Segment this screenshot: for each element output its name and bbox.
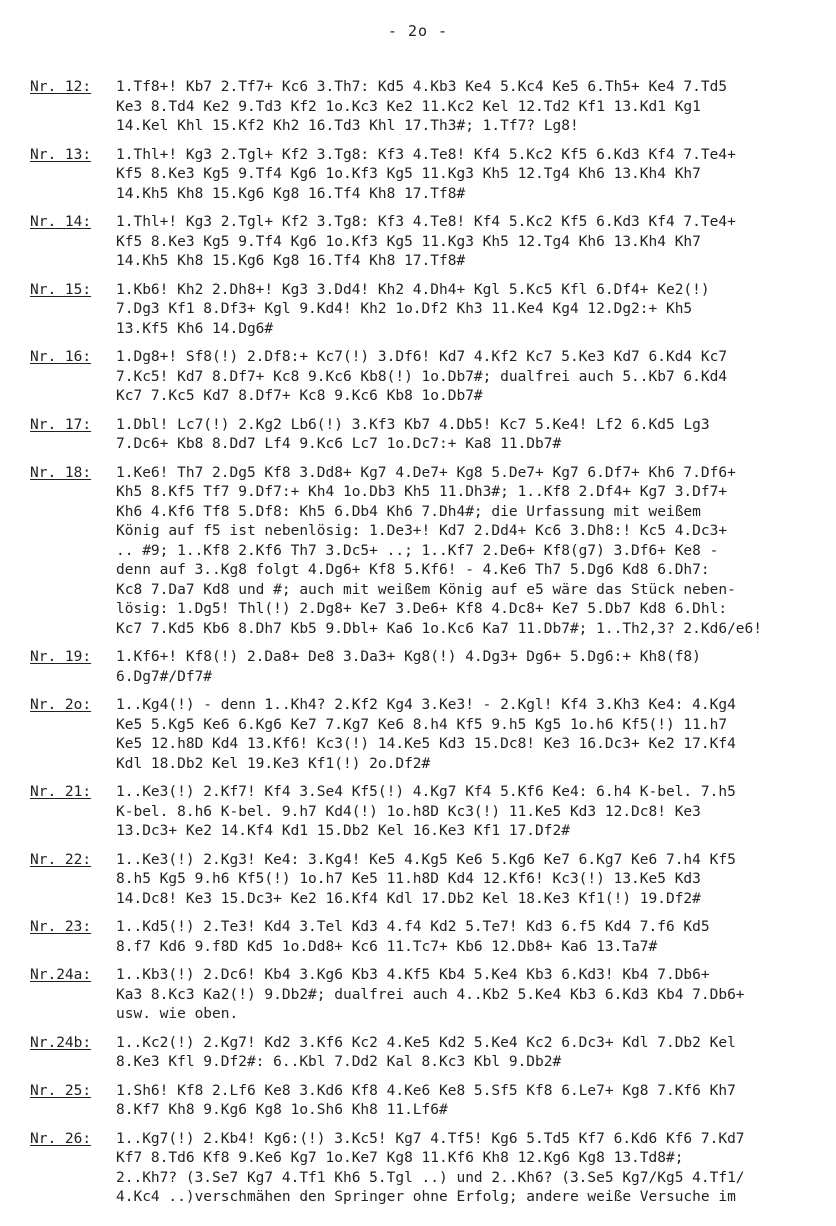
problem-number: Nr. 12:: [30, 79, 92, 95]
problem-number: Nr. 22:: [30, 851, 92, 868]
solution-text: [116, 1082, 820, 1121]
solution-text: [116, 464, 820, 640]
solution-entry: [30, 1082, 820, 1121]
solution-entry: [30, 851, 820, 910]
solution-entry: [30, 213, 820, 272]
solution-line: 1..Kc2(!) 2.Kg7! Kd2 3.Kf6 Kc2 4.Ke5 Kd2 5.Ke4 Kc2 6.Dc3+ Kdl 7.Db2 Kel: [116, 1034, 736, 1051]
solution-line: K-bel. 8.h6 K-bel. 9.h7 Kd4(!) 1o.h8D Kc3(!) 11.Ke5 Kd3 12.Dc8! Ke3: [116, 803, 701, 820]
solution-entry: [30, 696, 820, 774]
solution-line: 1.Thl+! Kg3 2.Tgl+ Kf2 3.Tg8: Kf3 4.Te8! Kf4 5.Kc2 Kf5 6.Kd3 Kf4 7.Te4+: [116, 146, 736, 163]
solution-line: usw. wie oben.: [116, 1006, 239, 1022]
problem-number: Nr. 14:: [30, 214, 92, 230]
problem-number: Nr. 17:: [30, 416, 92, 433]
solution-line: 7.Kc5! Kd7 8.Df7+ Kc8 9.Kc6 Kb8(!) 1o.Db7#; dualfrei auch 5..Kb7 6.Kd4: [116, 368, 728, 385]
solution-line: König auf f5 ist nebenlösig: 1.De3+! Kd7 2.Dd4+ Kc6 3.Dh8:! Kc5 4.Dc3+: [116, 523, 728, 539]
solution-line: 1.Tf8+! Kb7 2.Tf7+ Kc6 3.Th7: Kd5 4.Kb3 Ke4 5.Kc4 Ke5 6.Th5+ Ke4 7.Td5: [116, 79, 728, 95]
solution-line: 14.Kel Khl 15.Kf2 Kh2 16.Td3 Khl 17.Th3#; 1.Tf7? Lg8!: [116, 118, 579, 134]
problem-number: Nr. 21:: [30, 784, 92, 800]
solution-line: Kf5 8.Ke3 Kg5 9.Tf4 Kg6 1o.Kf3 Kg5 11.Kg3 Kh5 12.Tg4 Kh6 13.Kh4 Kh7: [116, 233, 701, 250]
solutions-list: [30, 78, 820, 1217]
solution-line: 1..Ke3(!) 2.Kf7! Kf4 3.Se4 Kf5(!) 4.Kg7 Kf4 5.Kf6 Ke4: 6.h4 K-bel. 7.h5: [116, 784, 736, 800]
solution-line: Kf7 8.Td6 Kf8 9.Ke6 Kg7 1o.Ke7 Kg8 11.Kf6 Kh8 12.Kg6 Kg8 13.Td8#;: [116, 1150, 684, 1166]
solution-text: [116, 213, 820, 272]
solution-entry: [30, 966, 820, 1025]
solution-line: 1..Kg7(!) 2.Kb4! Kg6:(!) 3.Kc5! Kg7 4.Tf5! Kg6 5.Td5 Kf7 6.Kd6 Kf6 7.Kd7: [116, 1130, 745, 1147]
problem-number: Nr. 15:: [30, 281, 92, 298]
solution-line: Kdl 18.Db2 Kel 19.Ke3 Kf1(!) 2o.Df2#: [116, 755, 431, 772]
solution-line: 8.h5 Kg5 9.h6 Kf5(!) 1o.h7 Ke5 11.h8D Kd4 12.Kf6! Kc3(!) 13.Ke5 Kd3: [116, 871, 701, 887]
solution-line: 1.Ke6! Th7 2.Dg5 Kf8 3.Dd8+ Kg7 4.De7+ Kg8 5.De7+ Kg7 6.Df7+ Kh6 7.Df6+: [116, 464, 736, 481]
solution-line: 7.Dg3 Kf1 8.Df3+ Kgl 9.Kd4! Kh2 1o.Df2 Kh3 11.Ke4 Kg4 12.Dg2:+ Kh5: [116, 301, 693, 317]
solution-line: 14.Dc8! Ke3 15.Dc3+ Ke2 16.Kf4 Kdl 17.Db2 Kel 18.Ke3 Kf1(!) 19.Df2#: [116, 890, 701, 907]
page-number: - 2o -: [387, 22, 449, 40]
solution-line: 8.Kf7 Kh8 9.Kg6 Kg8 1o.Sh6 Kh8 11.Lf6#: [116, 1102, 448, 1118]
solution-line: 2..Kh7? (3.Se7 Kg7 4.Tf1 Kh6 5.Tgl ..) und 2..Kh6? (3.Se5 Kg7/Kg5 4.Tf1/: [116, 1169, 745, 1186]
solution-entry: [30, 416, 820, 455]
solution-line: 4.Kc4 ..)verschmähen den Springer ohne Erfolg; andere weiße Versuche im: [116, 1189, 736, 1205]
solution-line: 1.Thl+! Kg3 2.Tgl+ Kf2 3.Tg8: Kf3 4.Te8! Kf4 5.Kc2 Kf5 6.Kd3 Kf4 7.Te4+: [116, 214, 736, 230]
solution-line: 8.Ke3 Kfl 9.Df2#: 6..Kbl 7.Dd2 Kal 8.Kc3 Kbl 9.Db2#: [116, 1054, 562, 1070]
solution-line: 1.Kf6+! Kf8(!) 2.Da8+ De8 3.Da3+ Kg8(!) 4.Dg3+ Dg6+ 5.Dg6:+ Kh8(f8): [116, 649, 701, 665]
solution-line: 6.Dg7#/Df7#: [116, 668, 213, 685]
solution-text: [116, 146, 820, 205]
solution-line: lösig: 1.Dg5! Thl(!) 2.Dg8+ Ke7 3.De6+ Kf8 4.Dc8+ Ke7 5.Db7 Kd8 6.Dhl:: [116, 601, 728, 617]
solution-line: Kc7 7.Kd5 Kb6 8.Dh7 Kb5 9.Dbl+ Ka6 1o.Kc6 Ka7 11.Db7#; 1..Th2,3? 2.Kd6/e6!: [116, 620, 763, 637]
solution-line: Ka3 8.Kc3 Ka2(!) 9.Db2#; dualfrei auch 4..Kb2 5.Ke4 Kb3 6.Kd3 Kb4 7.Db6+: [116, 986, 745, 1003]
problem-number: Nr. 16:: [30, 349, 92, 365]
solution-text: [116, 348, 820, 407]
solution-line: 1.Dbl! Lc7(!) 2.Kg2 Lb6(!) 3.Kf3 Kb7 4.Db5! Kc7 5.Ke4! Lf2 6.Kd5 Lg3: [116, 416, 710, 433]
solution-text: [116, 416, 820, 455]
solution-line: 1..Kg4(!) - denn 1..Kh4? 2.Kf2 Kg4 3.Ke3! - 2.Kgl! Kf4 3.Kh3 Ke4: 4.Kg4: [116, 697, 736, 713]
problem-number: Nr. 25:: [30, 1082, 92, 1099]
solution-entry: [30, 648, 820, 687]
solution-line: Ke5 12.h8D Kd4 13.Kf6! Kc3(!) 14.Ke5 Kd3 15.Dc8! Ke3 16.Dc3+ Ke2 17.Kf4: [116, 736, 736, 752]
solution-entry: [30, 1034, 820, 1073]
solution-entry: [30, 78, 820, 137]
solution-line: 7.Dc6+ Kb8 8.Dd7 Lf4 9.Kc6 Lc7 1o.Dc7:+ Ka8 11.Db7#: [116, 436, 562, 452]
solution-line: Kc8 7.Da7 Kd8 und #; auch mit weißem König auf e5 wäre das Stück neben-: [116, 581, 736, 598]
solution-line: 14.Kh5 Kh8 15.Kg6 Kg8 16.Tf4 Kh8 17.Tf8#: [116, 185, 466, 202]
solution-entry: [30, 146, 820, 205]
solution-line: 14.Kh5 Kh8 15.Kg6 Kg8 16.Tf4 Kh8 17.Tf8#: [116, 253, 466, 269]
problem-number: Nr. 18:: [30, 464, 92, 481]
solution-text: [116, 851, 820, 910]
solution-entry: [30, 918, 820, 957]
solution-text: [116, 648, 820, 687]
solution-line: Kc7 7.Kc5 Kd7 8.Df7+ Kc8 9.Kc6 Kb8 1o.Db7#: [116, 388, 483, 404]
problem-number: Nr.24b:: [30, 1034, 92, 1051]
solution-line: 13.Dc3+ Ke2 14.Kf4 Kd1 15.Db2 Kel 16.Ke3 Kf1 17.Df2#: [116, 823, 570, 839]
solution-line: Kf5 8.Ke3 Kg5 9.Tf4 Kg6 1o.Kf3 Kg5 11.Kg3 Kh5 12.Tg4 Kh6 13.Kh4 Kh7: [116, 166, 701, 182]
solution-entry: [30, 1130, 820, 1208]
solution-line: 1.Sh6! Kf8 2.Lf6 Ke8 3.Kd6 Kf8 4.Ke6 Ke8 5.Sf5 Kf8 6.Le7+ Kg8 7.Kf6 Kh7: [116, 1082, 736, 1099]
problem-number: Nr. 26:: [30, 1130, 92, 1147]
problem-number: Nr. 2o:: [30, 697, 92, 713]
solution-text: [116, 966, 820, 1025]
solution-text: [116, 1130, 820, 1208]
solution-line: denn auf 3..Kg8 folgt 4.Dg6+ Kf8 5.Kf6! - 4.Ke6 Th7 5.Dg6 Kd8 6.Dh7:: [116, 562, 710, 578]
problem-number: Nr. 19:: [30, 649, 92, 665]
solution-line: 1..Kd5(!) 2.Te3! Kd4 3.Tel Kd3 4.f4 Kd2 5.Te7! Kd3 6.f5 Kd4 7.f6 Kd5: [116, 919, 710, 935]
solution-line: 13.Kf5 Kh6 14.Dg6#: [116, 320, 274, 337]
solution-line: .. #9; 1..Kf8 2.Kf6 Th7 3.Dc5+ ..; 1..Kf7 2.De6+ Kf8(g7) 3.Df6+ Ke8 -: [116, 542, 719, 559]
solution-line: Kh6 4.Kf6 Tf8 5.Df8: Kh5 6.Db4 Kh6 7.Dh4#; die Urfassung mit weißem: [116, 503, 701, 520]
solution-text: [116, 281, 820, 340]
solution-entry: [30, 464, 820, 640]
solution-text: [116, 918, 820, 957]
solution-text: [116, 783, 820, 842]
solution-line: Ke5 5.Kg5 Ke6 6.Kg6 Ke7 7.Kg7 Ke6 8.h4 Kf5 9.h5 Kg5 1o.h6 Kf5(!) 11.h7: [116, 716, 728, 733]
solution-entry: [30, 348, 820, 407]
solution-line: Ke3 8.Td4 Ke2 9.Td3 Kf2 1o.Kc3 Ke2 11.Kc2 Kel 12.Td2 Kf1 13.Kd1 Kg1: [116, 98, 701, 115]
solution-line: Kh5 8.Kf5 Tf7 9.Df7:+ Kh4 1o.Db3 Kh5 11.Dh3#; 1..Kf8 2.Df4+ Kg7 3.Df7+: [116, 484, 728, 500]
solution-entry: [30, 281, 820, 340]
solution-line: 1..Ke3(!) 2.Kg3! Ke4: 3.Kg4! Ke5 4.Kg5 Ke6 5.Kg6 Ke7 6.Kg7 Ke6 7.h4 Kf5: [116, 851, 736, 868]
problem-number: Nr.24a:: [30, 967, 92, 983]
solution-line: 1.Kb6! Kh2 2.Dh8+! Kg3 3.Dd4! Kh2 4.Dh4+ Kgl 5.Kc5 Kfl 6.Df4+ Ke2(!): [116, 281, 710, 298]
problem-number: Nr. 23:: [30, 919, 92, 935]
problem-number: Nr. 13:: [30, 146, 92, 163]
solution-line: 1.Dg8+! Sf8(!) 2.Df8:+ Kc7(!) 3.Df6! Kd7 4.Kf2 Kc7 5.Ke3 Kd7 6.Kd4 Kc7: [116, 349, 728, 365]
solution-line: 8.f7 Kd6 9.f8D Kd5 1o.Dd8+ Kc6 11.Tc7+ Kb6 12.Db8+ Ka6 13.Ta7#: [116, 938, 658, 955]
solution-entry: [30, 783, 820, 842]
solution-text: [116, 78, 820, 137]
solution-text: [116, 696, 820, 774]
solution-line: 1..Kb3(!) 2.Dc6! Kb4 3.Kg6 Kb3 4.Kf5 Kb4 5.Ke4 Kb3 6.Kd3! Kb4 7.Db6+: [116, 967, 710, 983]
solution-text: [116, 1034, 820, 1073]
